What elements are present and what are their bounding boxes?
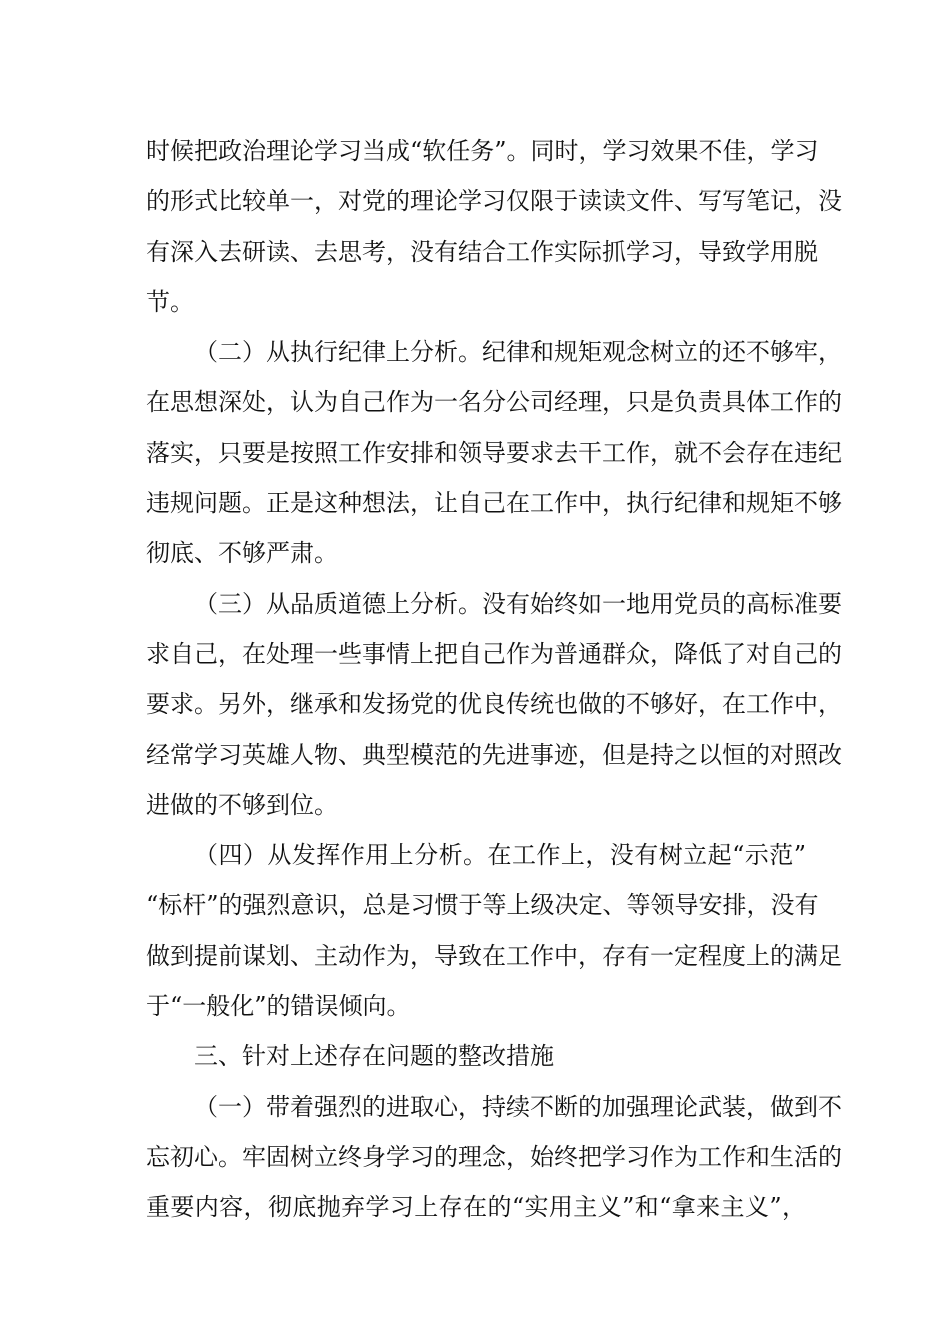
text-line: 经常学习英雄人物、典型模范的先进事迹，但是持之以恒的对照改: [146, 740, 842, 769]
text-line: “标杆”的强烈意识，总是习惯于等上级决定、等领导安排，没有: [146, 891, 819, 920]
text-line: 进做的不够到位。: [146, 790, 338, 819]
text-line: 要求。另外，继承和发扬党的优良传统也做的不够好，在工作中，: [146, 690, 842, 719]
text-line: 彻底、不够严肃。: [146, 539, 338, 568]
text-line: 在思想深处，认为自己作为一名分公司经理，只是负责具体工作的: [146, 388, 842, 417]
paragraph-heading-line: （三）从品质道德上分析。没有始终如一地用党员的高标准要: [194, 589, 842, 618]
text-line: 违规问题。正是这种想法，让自己在工作中，执行纪律和规矩不够: [146, 489, 842, 518]
text-line: 做到提前谋划、主动作为，导致在工作中，存有一定程度上的满足: [146, 941, 842, 970]
text-line: 于“一般化”的错误倾向。: [146, 992, 411, 1021]
text-line: 的形式比较单一，对党的理论学习仅限于读读文件、写写笔记，没: [146, 187, 842, 216]
text-line: 节。: [146, 287, 194, 316]
paragraph-heading-line: （四）从发挥作用上分析。在工作上，没有树立起“示范”: [194, 841, 806, 870]
text-line: 有深入去研读、去思考，没有结合工作实际抓学习，导致学用脱: [146, 237, 818, 266]
text-line: 忘初心。牢固树立终身学习的理念，始终把学习作为工作和生活的: [146, 1142, 842, 1171]
text-line: 重要内容，彻底抛弃学习上存在的“实用主义”和“拿来主义”，: [146, 1193, 806, 1222]
text-line: 落实，只要是按照工作安排和领导要求去干工作，就不会存在违纪: [146, 438, 842, 467]
document-body: [146, 126, 842, 1233]
text-line: 求自己，在处理一些事情上把自己作为普通群众，降低了对自己的: [146, 639, 842, 668]
section-heading: 三、针对上述存在问题的整改措施: [194, 1042, 554, 1071]
paragraph-heading-line: （一）带着强烈的进取心，持续不断的加强理论武装，做到不: [194, 1092, 842, 1121]
text-line: 时候把政治理论学习当成“软任务”。同时，学习效果不佳，学习: [146, 137, 819, 165]
paragraph-heading-line: （二）从执行纪律上分析。纪律和规矩观念树立的还不够牢，: [194, 338, 842, 367]
